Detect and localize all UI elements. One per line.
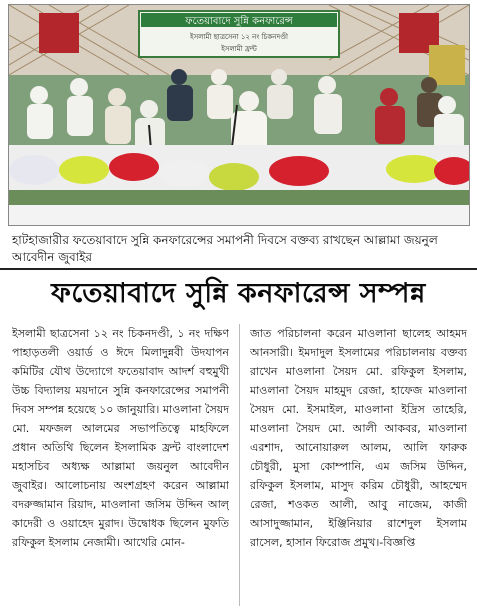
- news-photo: [8, 4, 470, 226]
- section-divider: [0, 268, 477, 270]
- column-divider: [239, 324, 240, 606]
- headline: ফতেয়াবাদে সুন্নি কনফারেন্স সম্পন্ন: [51, 278, 426, 309]
- photo-caption: হাটহাজারীর ফতেয়াবাদে সুন্নি কনফারেন্সের সমাপনী দিবসে বক্তব্য রাখছেন আল্লামা জয়নুল আবেদীন জুবাইর: [12, 233, 438, 264]
- article-column-2: [250, 324, 467, 606]
- column-1-text: ইসলামী ছাত্রসেনা ১২ নং চিকনদণ্ডী, ১ নং দক্ষিণ পাহাড়তলী ওয়ার্ড ও ঈদে মিলাদুন্নবী উদযাপন কমিটির যৌথ উদ্যোগে ফতেয়াবাদ আদর্শ বহুমুখী উচ্চ বিদ্যালয় ময়দানে সুন্নি কনফারেন্সের সমাপনী দিবস সম্পন্ন হয়েছে ১০ জানুয়ারি। মাওলানা সৈয়দ মো. মফজল আলমের সভাপতিত্বে মাহফিলে প্রধান অতিথি ছিলেন ইসলামিক ফ্রন্ট বাংলাদেশ মহাসচিব অধ্যক্ষ আল্লামা জয়নুল আবেদীন জুবাইর। আলোচনায় অংশগ্রহণ করেন আল্লামা বদরুজ্জামান রিয়াদ, মাওলানা জসিম উদ্দিন আল্ কাদেরী ও ওয়াহেদ মুরাদ। উদ্বোধক ছিলেন মুফতি রফিকুল ইসলাম নেজামী। আখেরি মোন-: [12, 327, 229, 549]
- column-2-text: জাত পরিচালনা করেন মাওলানা ছালেহ আহমদ আনসারী। ইমদাদুল ইসলামের পরিচালনায় বক্তব্য রাখেন মাওলানা সৈয়দ মো. রফিকুল ইসলাম, মাওলানা সৈয়দ মাহমুদ রেজা, হাফেজ মাওলানা সৈয়দ মো. ইসমাইল, মাওলানা ইদ্রিস তাহেরি, মাওলানা সৈয়দ মো. আলী আকবর, মাওলানা এরশাদ, আনোয়ারুল আলম, আলি ফারুক চৌধুরী, মুসা কোম্পানি, এম জসিম উদ্দিন, রফিকুল ইসলাম, মাসুদ করিম চৌধুরী, আহম্মেদ রেজা, শওকত আলী, আবু নাজেম, কাজী আসাদুজ্জামান, ইঞ্জিনিয়ার রাশেদুল ইসলাম রাসেল, হাসান ফিরোজ প্রমুখ।-বিজ্ঞপ্তি: [250, 327, 467, 549]
- banner-line-2: ইসলামী ফ্রন্ট: [221, 45, 257, 53]
- banner-line-1: ইসলামী ছাত্রসেনা ১২ নং চিকনদণ্ডী: [189, 33, 289, 41]
- banner-title: ফতেয়াবাদে সুন্নি কনফারেন্স: [185, 16, 293, 27]
- article-body: [12, 324, 467, 606]
- stage-scene-illustration: [9, 5, 469, 225]
- article-column-1: [12, 324, 229, 606]
